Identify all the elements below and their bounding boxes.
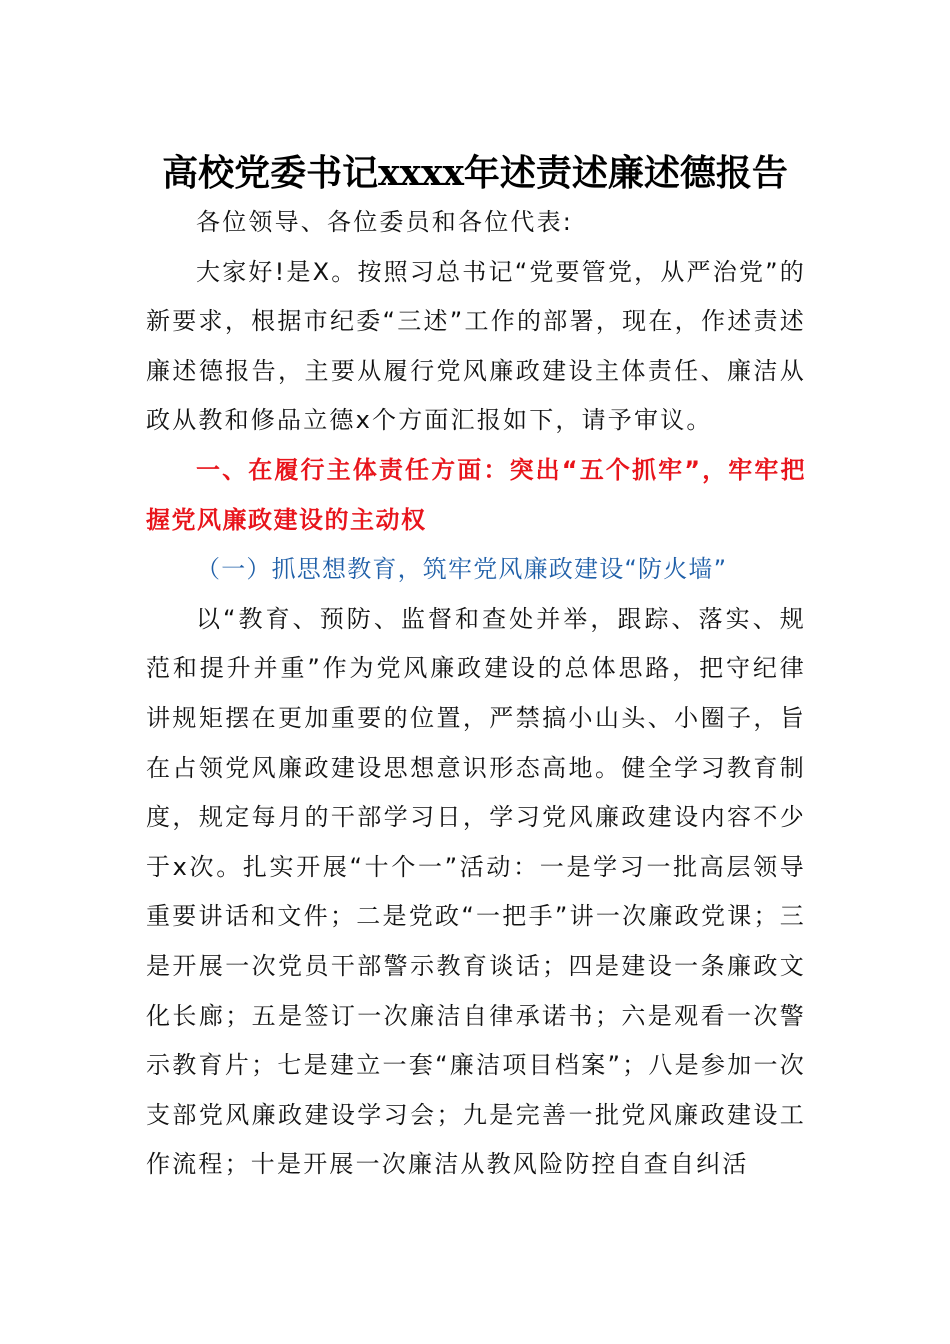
document-title: 高校党委书记xxxx年述责述廉述德报告: [162, 152, 788, 194]
section-heading: 一、在履行主体责任方面：突出“五个抓牢”，牢牢把握党风廉政建设的主动权: [146, 455, 806, 534]
intro-paragraph: 大家好!是X。按照习总书记“党要管党，从严治党”的新要求，根据市纪委“三述”工作的部署，现在，作述责述廉述德报告，主要从履行党风廉政建设主体责任、廉洁从政从教和修品立德x个方面汇报如下，请予审议。: [146, 257, 806, 435]
subsection-heading: （一）抓思想教育，筑牢党风廉政建设“防火墙”: [196, 555, 728, 584]
body-paragraph: 以“教育、预防、监督和查处并举，跟踪、落实、规范和提升并重”作为党风廉政建设的总体思路，把守纪律讲规矩摆在更加重要的位置，严禁搞小山头、小圈子，旨在占领党风廉政建设思想意识形态高地。健全学习教育制度，规定每月的干部学习日，学习党风廉政建设内容不少于x次。扎实开展“十个一”活动：一是学习一批高层领导重要讲话和文件；二是党政“一把手”讲一次廉政党课；三是开展一次党员干部警示教育谈话；四是建设一条廉政文化长廊；五是签订一次廉洁自律承诺书；六是观看一次警示教育片；七是建立一套“廉洁项目档案”；八是参加一次支部党风廉政建设学习会；九是完善一批党风廉政建设工作流程；十是开展一次廉洁从教风险防控自查自纠活: [146, 604, 806, 1179]
document-body: [146, 198, 806, 1190]
salutation: 各位领导、各位委员和各位代表:: [196, 208, 574, 236]
